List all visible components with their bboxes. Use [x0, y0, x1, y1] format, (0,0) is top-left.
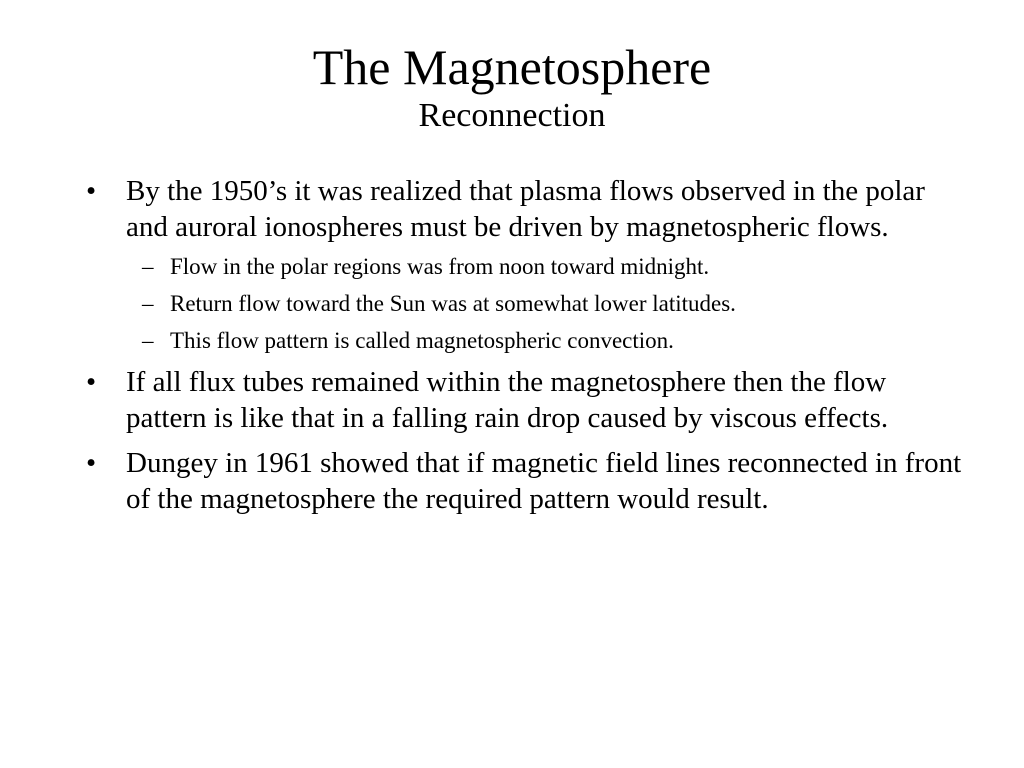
- title-block: [0, 38, 1024, 136]
- bullet-text: Dungey in 1961 showed that if magnetic field lines reconnected in front of the magnetosphere the required pattern would result.: [126, 447, 962, 515]
- bullet-item-3: [84, 445, 964, 517]
- sub-bullet-item-2: [84, 290, 964, 318]
- sub-bullet-marker: –: [142, 328, 154, 353]
- sub-bullet-marker: –: [142, 254, 154, 279]
- slide-subtitle: Reconnection: [418, 97, 606, 134]
- sub-bullet-item-1: [84, 253, 964, 281]
- slide-title: The Magnetosphere: [312, 39, 712, 95]
- sub-bullet-text: Flow in the polar regions was from noon toward midnight.: [170, 254, 710, 279]
- bullet-item-1: [84, 173, 964, 245]
- bullet-marker: •: [86, 366, 97, 398]
- sub-bullet-marker: –: [142, 291, 154, 316]
- bullet-item-2: [84, 364, 964, 436]
- bullet-list: [84, 173, 964, 517]
- bullet-marker: •: [86, 447, 97, 479]
- sub-bullet-text: This flow pattern is called magnetospheric convection.: [170, 328, 674, 353]
- sub-bullet-list: [84, 253, 964, 355]
- bullet-text: By the 1950’s it was realized that plasma flows observed in the polar and auroral ionospheres must be driven by magnetospheric flows.: [126, 175, 925, 243]
- sub-bullet-text: Return flow toward the Sun was at somewhat lower latitudes.: [170, 291, 736, 316]
- bullet-text: If all flux tubes remained within the magnetosphere then the flow pattern is like that in a falling rain drop caused by viscous effects.: [126, 366, 889, 434]
- sub-bullet-item-3: [84, 327, 964, 355]
- bullet-marker: •: [86, 175, 97, 207]
